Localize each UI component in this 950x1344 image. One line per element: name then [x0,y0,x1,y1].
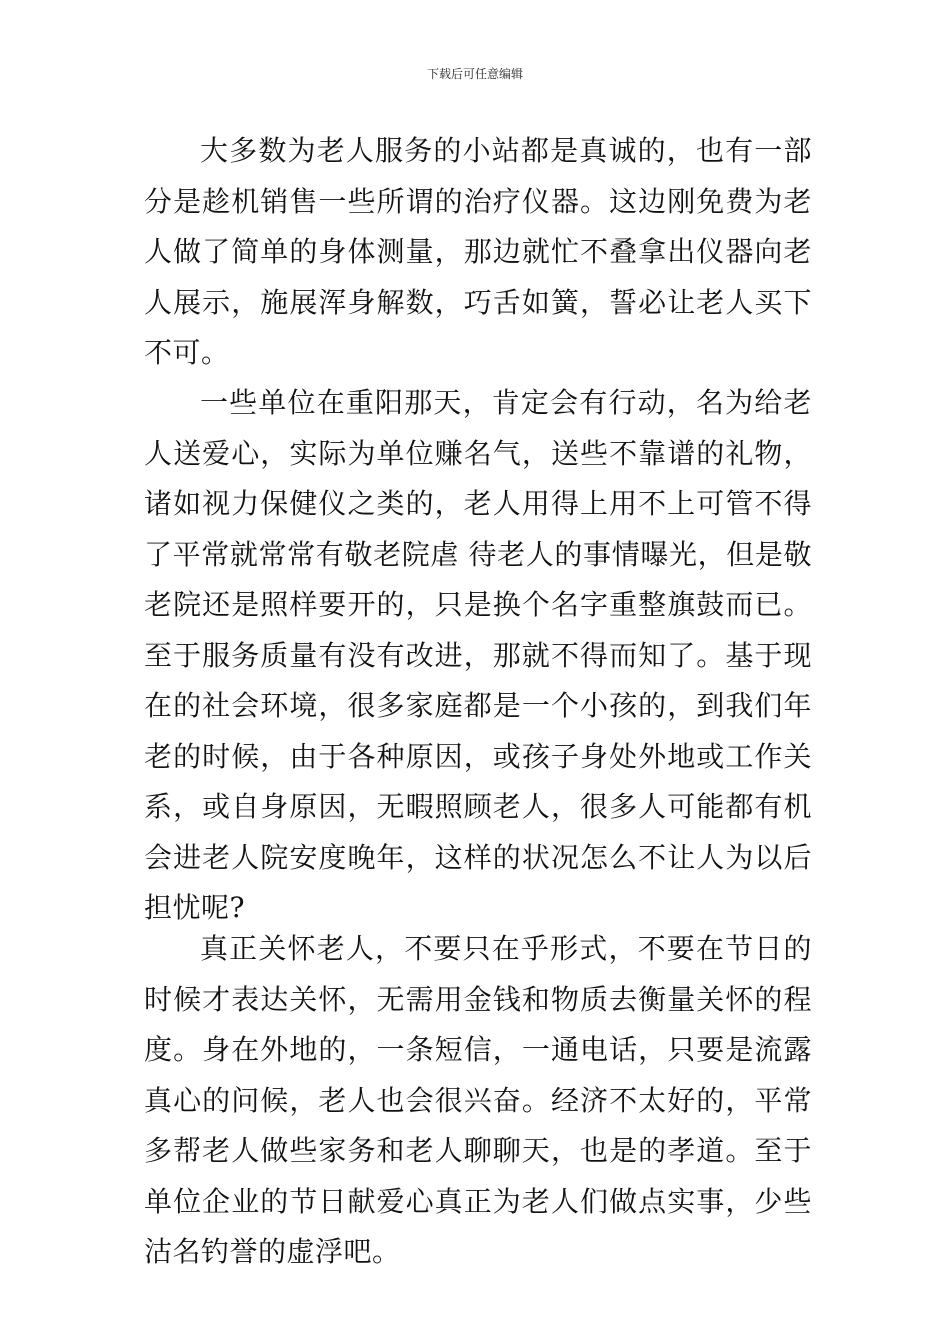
paragraph-2: 一些单位在重阳那天，肯定会有行动，名为给老人送爱心，实际为单位赚名气，送些不靠谱的礼物，诸如视力保健仪之类的，老人用得上用不上可管不得了平常就常常有敬老院虐 待老人的事情曝光，但是敬老院还是照样要开的，只是换个名字重整旗鼓而已。至于服务质量有没有改进，那就不得而知了。基于现在的社会环境，很多家庭都是一个小孩的，到我们年老的时候，由于各种原因，或孩子身处外地或工作关系，或自身原因，无暇照顾老人，很多人可能都有机会进老人院安度晚年，这样的状况怎么不让人为以后担忧呢? [144,386,812,924]
paragraph-1: 大多数为老人服务的小站都是真诚的，也有一部分是趁机销售一些所谓的治疗仪器。这边刚免费为老人做了简单的身体测量，那边就忙不叠拿出仪器向老人展示，施展浑身解数，巧舌如簧，誓必让老人买下不可。 [144,134,812,369]
header-note: 下载后可任意编辑 [426,67,523,81]
paragraph-3: 真正关怀老人，不要只在乎形式，不要在节日的时候才表达关怀，无需用金钱和物质去衡量关怀的程度。身在外地的，一条短信，一通电话，只要是流露真心的问候，老人也会很兴奋。经济不太好的，平常多帮老人做些家务和老人聊聊天，也是的孝道。至于单位企业的节日献爱心真正为老人们做点实事，少些沽名钓誉的虚浮吧。 [144,932,812,1268]
